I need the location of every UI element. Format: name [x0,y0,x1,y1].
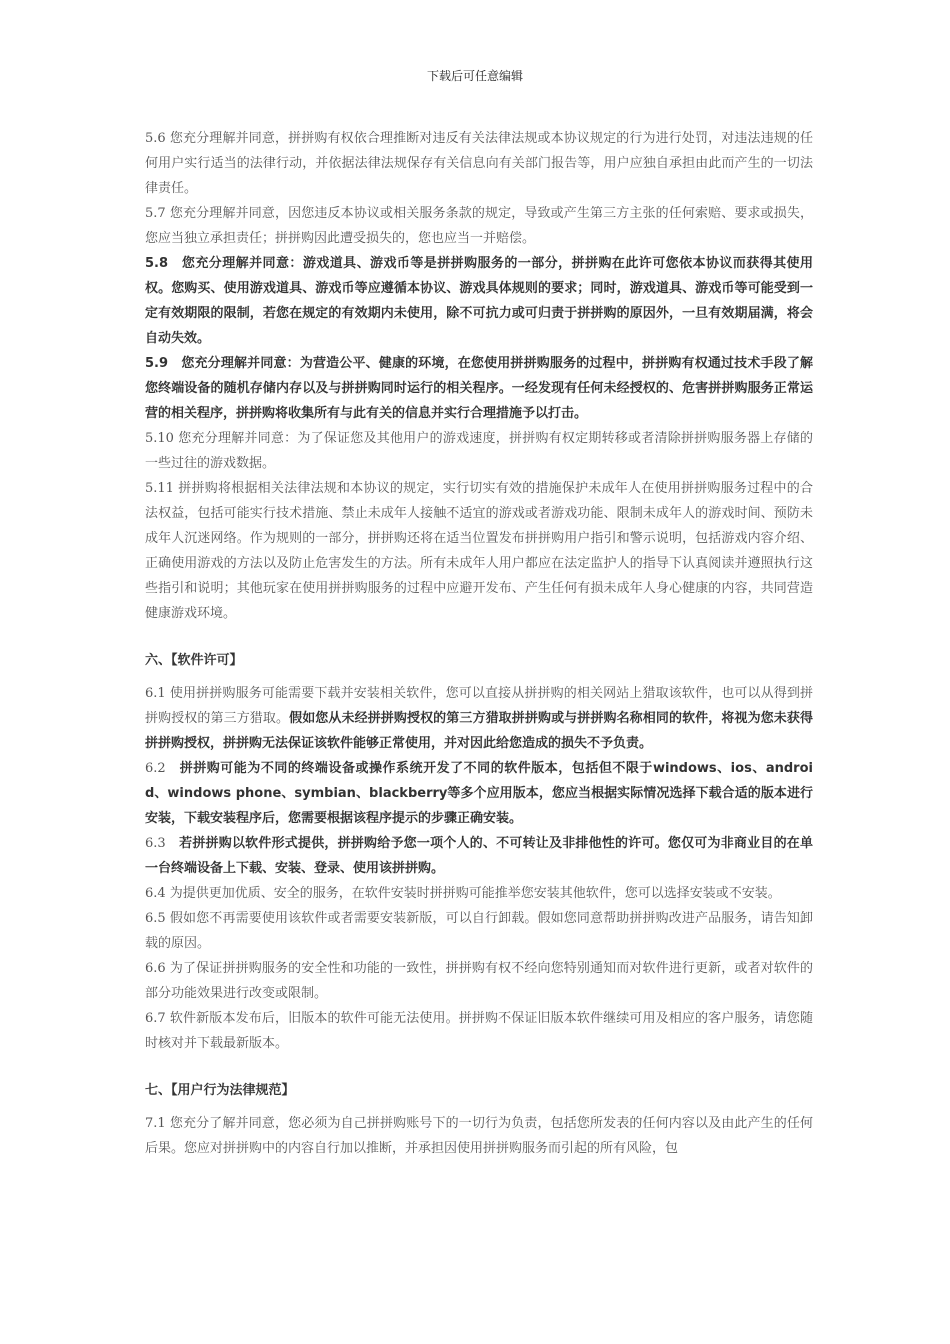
clause-6-2-number: 6.2 [145,761,180,776]
clause-5-10: 5.10 您充分理解并同意：为了保证您及其他用户的游戏速度，拼拼购有权定期转移或者清除拼拼购服务器上存储的一些过往的游戏数据。 [145,431,813,471]
clause-5-6: 5.6 您充分理解并同意，拼拼购有权依合理推断对违反有关法律法规或本协议规定的行为进行处罚，对违法违规的任何用户实行适当的法律行动，并依据法律法规保存有关信息向有关部门报告等，用户应独自承担由此而产生的一切法律责任。 [145,131,813,196]
clause-5-7: 5.7 您充分理解并同意，因您违反本协议或相关服务条款的规定，导致或产生第三方主张的任何索赔、要求或损失，您应当独立承担责任；拼拼购因此遭受损失的，您也应当一并赔偿。 [145,206,813,246]
page-header: 下载后可任意编辑 [426,69,523,83]
clause-6-3-number: 6.3 [145,836,180,851]
clause-7-1: 7.1 您充分了解并同意，您必须为自己拼拼购账号下的一切行为负责，包括您所发表的任何内容以及由此产生的任何后果。您应对拼拼购中的内容自行加以推断，并承担因使用拼拼购服务而引起的所有风险，包 [145,1116,813,1156]
clause-6-3 [145,831,813,881]
section-heading-user-conduct: 七、【用户行为法律规范】 [145,1083,295,1098]
section-heading-software-license: 六、【软件许可】 [145,653,243,668]
clause-5-11: 5.11 拼拼购将根据相关法律法规和本协议的规定，实行切实有效的措施保护未成年人在使用拼拼购服务过程中的合法权益，包括可能实行技术措施、禁止未成年人接触不适宜的游戏或者游戏功能、限制未成年人的游戏时间、预防未成年人沉迷网络。作为规则的一部分，拼拼购还将在适当位置发布拼拼购用户指引和警示说明，包括游戏内容介绍、正确使用游戏的方法以及防止危害发生的方法。所有未成年人用户都应在法定监护人的指导下认真阅读并遵照执行这些指引和说明；其他玩家在使用拼拼购服务的过程中应避开发布、产生任何有损未成年人身心健康的内容，共同营造健康游戏环境。 [145,481,813,621]
clause-5-9: 5.9 您充分理解并同意：为营造公平、健康的环境，在您使用拼拼购服务的过程中，拼拼购有权通过技术手段了解您终端设备的随机存储内存以及与拼拼购同时运行的相关程序。一经发现有任何未经授权的、危害拼拼购服务正常运营的相关程序，拼拼购将收集所有与此有关的信息并实行合理措施予以打击。 [145,356,813,421]
clause-6-5: 6.5 假如您不再需要使用该软件或者需要安装新版，可以自行卸载。假如您同意帮助拼拼购改进产品服务，请告知卸载的原因。 [145,911,813,951]
clause-6-6: 6.6 为了保证拼拼购服务的安全性和功能的一致性，拼拼购有权不经向您特别通知而对软件进行更新，或者对软件的部分功能效果进行改变或限制。 [145,961,813,1001]
clause-6-1-bold-text: 假如您从未经拼拼购授权的第三方猎取拼拼购或与拼拼购名称相同的软件，将视为您未获得拼拼购授权，拼拼购无法保证该软件能够正常使用，并对因此给您造成的损失不予负责。 [145,711,813,751]
clause-5-8: 5.8 您充分理解并同意：游戏道具、游戏币等是拼拼购服务的一部分，拼拼购在此许可您依本协议而获得其使用权。您购买、使用游戏道具、游戏币等应遵循本协议、游戏具体规则的要求；同时，游戏道具、游戏币等可能受到一定有效期限的限制，若您在规定的有效期内未使用，除不可抗力或可归责于拼拼购的原因外，一旦有效期届满，将会自动失效。 [145,256,813,346]
clause-6-4: 6.4 为提供更加优质、安全的服务，在软件安装时拼拼购可能推举您安装其他软件，您可以选择安装或不安装。 [145,886,781,901]
clause-6-2-bold-text: 拼拼购可能为不同的终端设备或操作系统开发了不同的软件版本，包括但不限于windows、ios、android、windows phone、symbian、blackberry等多个应用版本，您应当根据实际情况选择下载合适的版本进行安装，下载安装程序后，您需要根据该程序提示的步骤正确安装。 [145,761,813,826]
document-body [145,126,813,1161]
clause-6-2 [145,756,813,831]
clause-6-1-text: 6.1 使用拼拼购服务可能需要下载并安装相关软件，您可以直接从拼拼购的相关网站上猎取该软件，也可以从得到拼拼购授权的第三方猎取。 [145,686,813,726]
clause-6-1 [145,681,813,756]
clause-6-7: 6.7 软件新版本发布后，旧版本的软件可能无法使用。拼拼购不保证旧版本软件继续可用及相应的客户服务，请您随时核对并下载最新版本。 [145,1011,813,1051]
clause-6-3-bold-text: 若拼拼购以软件形式提供，拼拼购给予您一项个人的、不可转让及非排他性的许可。您仅可为非商业目的在单一台终端设备上下载、安装、登录、使用该拼拼购。 [145,836,813,876]
